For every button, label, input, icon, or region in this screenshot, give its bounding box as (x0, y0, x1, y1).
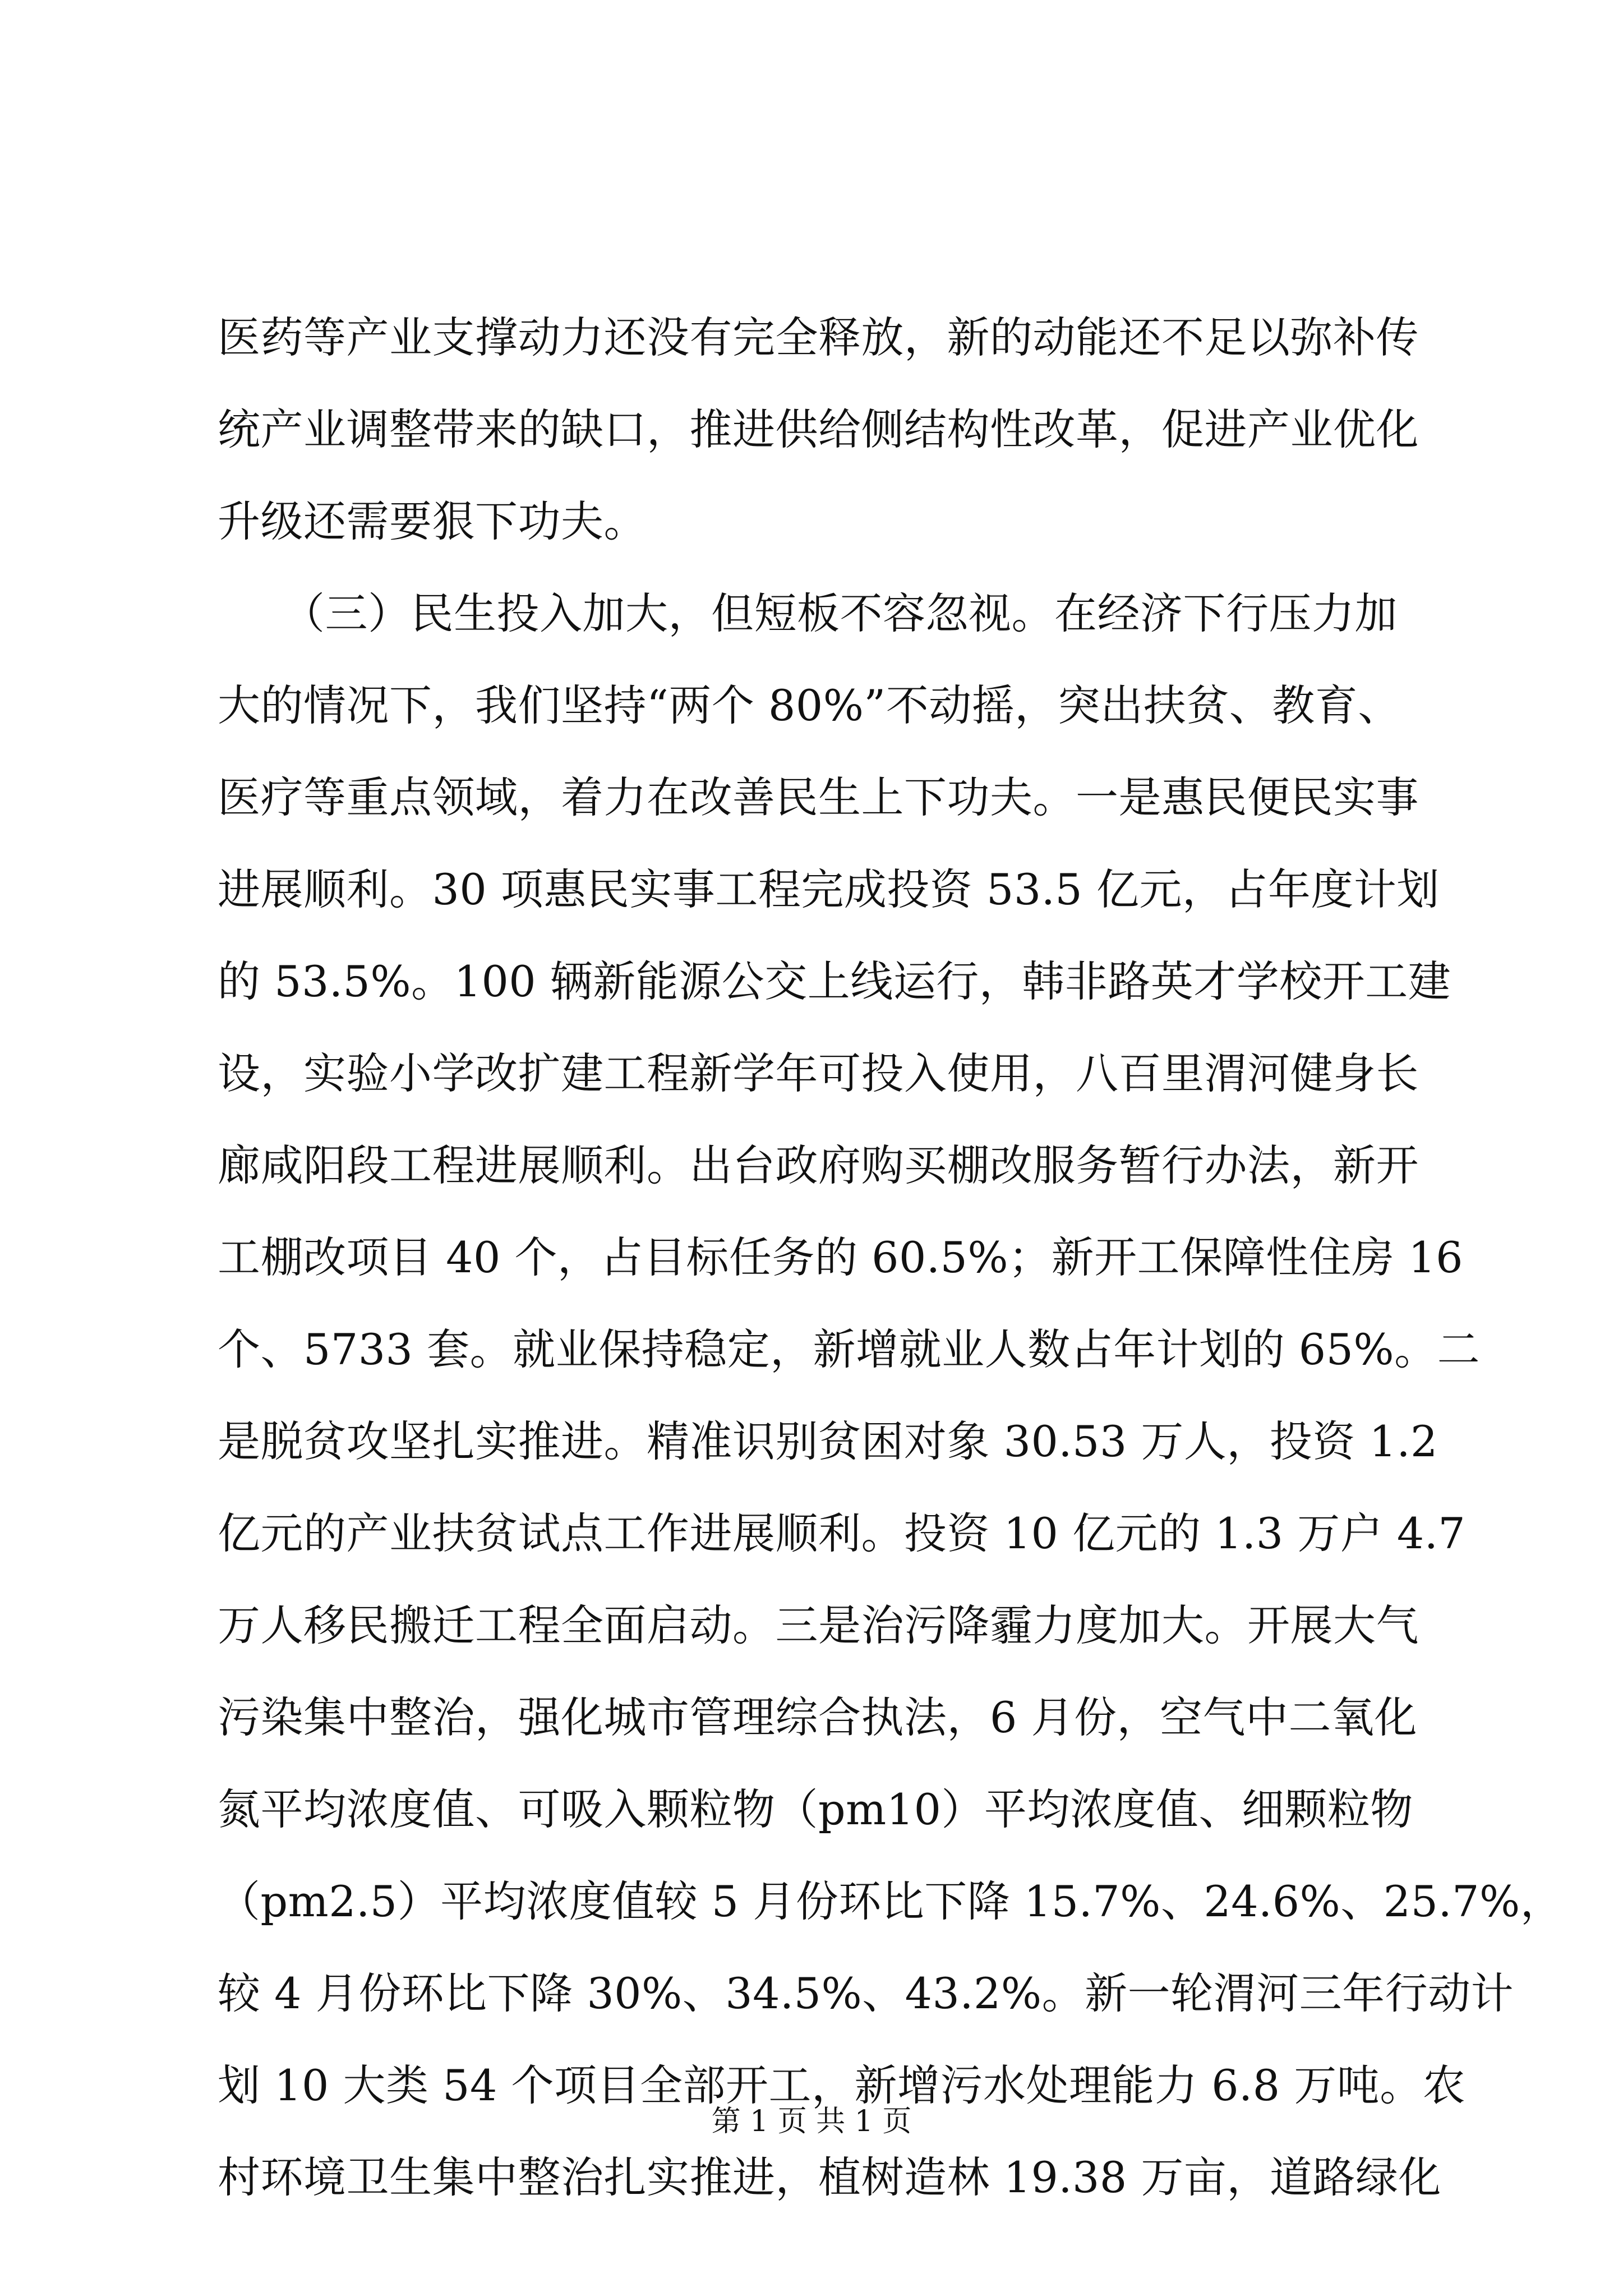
text-line: 进展顺利。30 项惠民实事工程完成投资 53.5 亿元，占年度计划 (218, 864, 1440, 914)
text-line: （三）民生投入加大，但短板不容忽视。在经济下行压力加 (218, 588, 1398, 638)
text-line: 划 10 大类 54 个项目全部开工，新增污水处理能力 6.8 万吨。农 (218, 2060, 1466, 2110)
text-line: 升级还需要狠下功夫。 (218, 496, 647, 546)
text-line: 较 4 月份环比下降 30%、34.5%、43.2%。新一轮渭河三年行动计 (218, 1968, 1514, 2018)
text-line: 万人移民搬迁工程全面启动。三是治污降霾力度加大。开展大气 (218, 1600, 1419, 1650)
text-line: 亿元的产业扶贫试点工作进展顺利。投资 10 亿元的 1.3 万户 4.7 (218, 1508, 1466, 1558)
page-number-label: 第 1 页 共 1 页 (711, 2105, 912, 2138)
text-line: 设，实验小学改扩建工程新学年可投入使用，八百里渭河健身长 (218, 1048, 1419, 1098)
text-line: 廊咸阳段工程进展顺利。出台政府购买棚改服务暂行办法，新开 (218, 1140, 1419, 1190)
text-line: 大的情况下，我们坚持“两个 80%”不动摇，突出扶贫、教育、 (218, 680, 1401, 730)
text-line: 医药等产业支撑动力还没有完全释放，新的动能还不足以弥补传 (218, 312, 1419, 362)
text-line: 的 53.5%。100 辆新能源公交上线运行，韩非路英才学校开工建 (218, 956, 1451, 1006)
text-line: （pm2.5）平均浓度值较 5 月份环比下降 15.7%、24.6%、25.7%， (218, 1876, 1564, 1926)
body-text (218, 292, 1564, 2224)
text-line: 是脱贫攻坚扎实推进。精准识别贫困对象 30.53 万人，投资 1.2 (218, 1416, 1438, 1466)
text-line: 氮平均浓度值、可吸入颗粒物（pm10）平均浓度值、细颗粒物 (218, 1784, 1413, 1834)
text-line: 个、5733 套。就业保持稳定，新增就业人数占年计划的 65%。二 (218, 1324, 1481, 1374)
text-line: 村环境卫生集中整治扎实推进，植树造林 19.38 万亩，道路绿化 (218, 2152, 1441, 2202)
text-line: 医疗等重点领域，着力在改善民生上下功夫。一是惠民便民实事 (218, 772, 1419, 822)
text-line: 污染集中整治，强化城市管理综合执法，6 月份，空气中二氧化 (218, 1692, 1418, 1742)
text-line: 工棚改项目 40 个，占目标任务的 60.5%；新开工保障性住房 16 (218, 1232, 1463, 1282)
text-line: 统产业调整带来的缺口，推进供给侧结构性改革，促进产业优化 (218, 404, 1419, 454)
page-footer (0, 2099, 1623, 2144)
